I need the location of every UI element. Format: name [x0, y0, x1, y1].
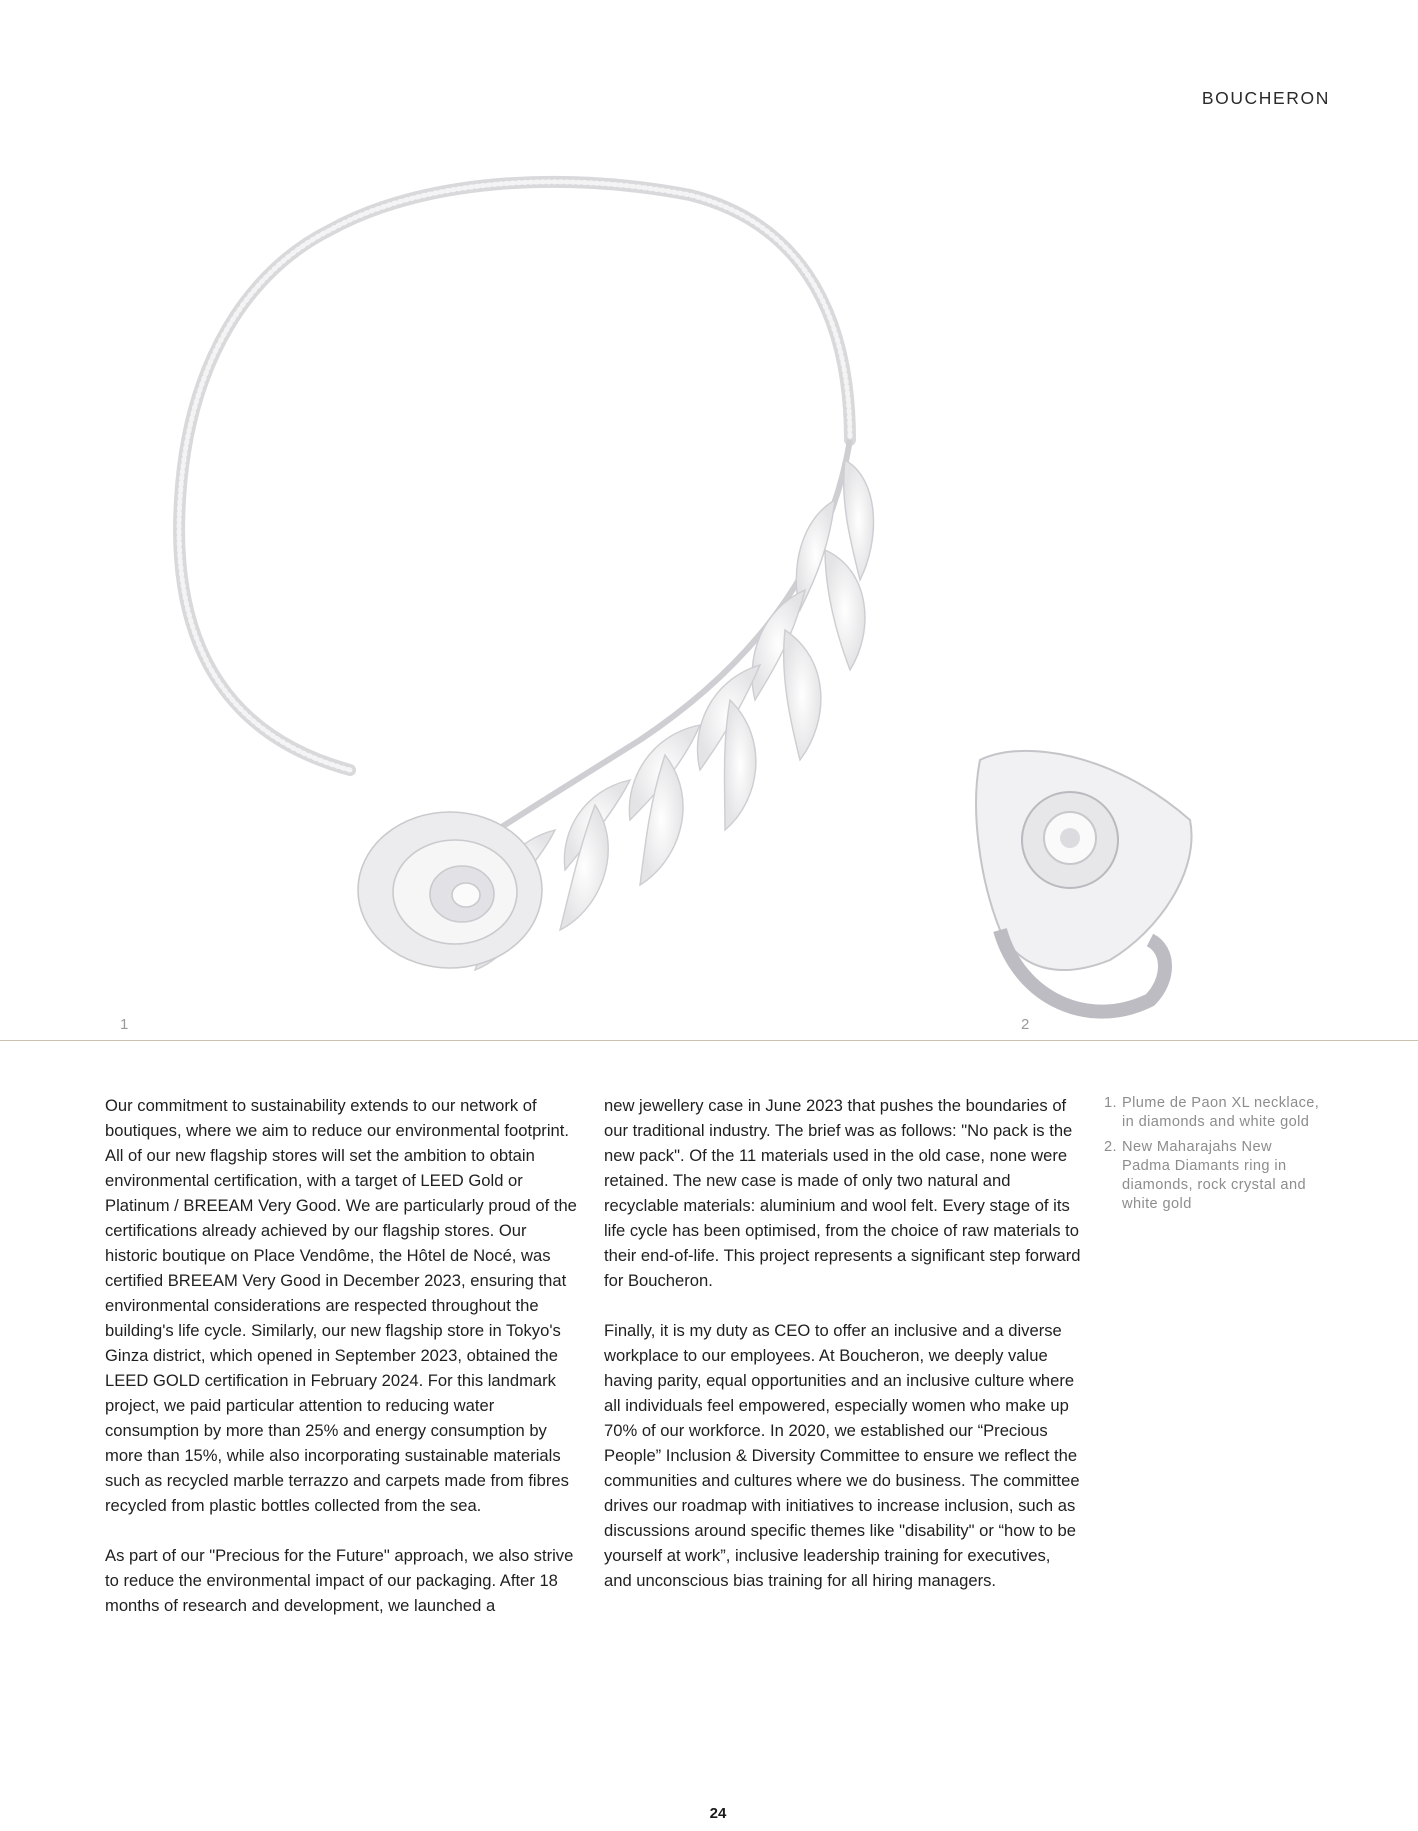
caption-number: 2.	[1104, 1139, 1117, 1155]
body-paragraph: As part of our "Precious for the Future" approach, we also strive to reduce the environmental impact of our packaging. After 18 months of research and development, we launched a	[105, 1546, 574, 1615]
middle-column	[604, 1093, 1082, 1593]
necklace-photo	[0, 140, 900, 1020]
body-paragraph: Finally, it is my duty as CEO to offer an inclusive and a diverse workplace to our employees. At Boucheron, we deeply value having parity, equal opportunities and an inclusive culture where all individuals feel empowered, especially women who make up 70% of our workforce. In 2020, we established our “Precious People” Inclusion & Diversity Committee to ensure we reflect the communities and cultures where we do business. The committee drives our roadmap with initiatives to increase inclusion, such as discussions around specific themes like "disability" or “how to be yourself at work”, inclusive leadership training for executives, and unconscious bias training for all hiring managers.	[604, 1321, 1080, 1590]
page-number: 24	[709, 1805, 727, 1822]
body-paragraph: Our commitment to sustainability extends to our network of boutiques, where we aim to reduce our environmental footprint. All of our new flagship stores will set the ambition to obtain environmental certification, with a target of LEED Gold or Platinum / BREEAM Very Good. We are particularly proud of the certifications already achieved by our flagship stores. Our historic boutique on Place Vendôme, the Hôtel de Nocé, was certified BREEAM Very Good in December 2023, ensuring that environmental considerations are respected throughout the building's life cycle. Similarly, our new flagship store in Tokyo's Ginza district, which opened in September 2023, obtained the LEED GOLD certification in February 2024. For this landmark project, we paid particular attention to reducing water consumption by more than 25% and energy consumption by more than 15%, while also incorporating sustainable materials such as recycled marble terrazzo and carpets made from fibres recycled from plastic bottles collected from the sea.	[105, 1096, 577, 1515]
figure-number-2: 2	[1021, 1016, 1030, 1033]
body-paragraph: new jewellery case in June 2023 that pushes the boundaries of our traditional industry. The brief was as follows: "No pack is the new pack". Of the 11 materials used in the old case, none were retained. The new case is made of only two natural and recyclable materials: aluminium and wool felt. Every stage of its life cycle has been optimised, from the choice of raw materials to their end-of-life. This project represents a significant step forward for Boucheron.	[604, 1096, 1081, 1290]
caption-text: Plume de Paon XL necklace, in diamonds and white gold	[1122, 1095, 1320, 1130]
caption-text: New Maharajahs New Padma Diamants ring in diamonds, rock crystal and white gold	[1122, 1139, 1306, 1212]
figure-number-1: 1	[120, 1016, 129, 1033]
caption-item	[1104, 1094, 1324, 1132]
brand-name: BOUCHERON	[1201, 88, 1330, 108]
caption-number: 1.	[1104, 1095, 1117, 1111]
caption-item	[1104, 1138, 1324, 1214]
left-column	[105, 1093, 583, 1618]
product-photos	[0, 140, 1418, 1040]
ring-photo	[960, 730, 1210, 1030]
section-divider	[0, 1040, 1418, 1041]
photo-captions	[1104, 1094, 1324, 1220]
